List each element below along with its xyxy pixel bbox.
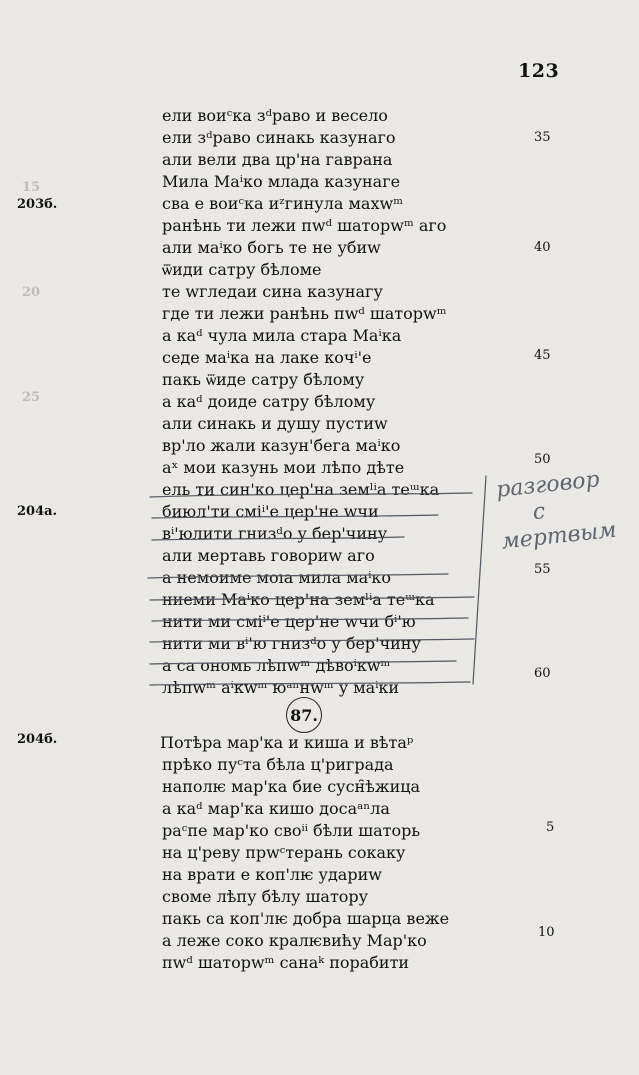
verse-line: нити ми вⁱ'ю гнизᵈо у бер'чину [162, 634, 421, 653]
verse-line: али маⁱко богь те не убиw [162, 238, 381, 257]
handwritten-annotation [495, 463, 639, 556]
verse-line: ель ти син'ко цер'на земˡⁱа теᵚка [162, 480, 440, 499]
verse-line: биюл'ти сміⁱ'е цер'не wчи [162, 502, 379, 521]
verse-line: вⁱ'юлити гнизᵈо у бер'чину [162, 524, 388, 543]
verse-line: а каᵈ мар'ка кишо досаᵃⁿла [162, 799, 390, 818]
poem-number-circled [286, 697, 322, 733]
verse-line: седе маⁱка на лаке кочⁱ'е [162, 348, 372, 367]
verse-line: али мертавь говориw аго [162, 546, 375, 565]
show-through-25: 25 [22, 390, 41, 405]
verse-line: аˣ мои казунь мои лѣпо дѣте [162, 458, 405, 477]
verse-line: на врати е коп'лѥ удариw [162, 865, 382, 884]
verse-line: а леже соко кралѥвићу Мар'ко [162, 931, 427, 950]
pencil-bracket [473, 476, 486, 684]
margin-ref-204a: 204а. [17, 504, 58, 519]
line-number: 60 [534, 666, 551, 681]
line-number: 10 [538, 925, 555, 940]
verse-line: пакь ѿиде сатру бѣлому [162, 370, 365, 389]
verse-line: нити ми сміⁱ'е цер'не wчи бⁱ'ю [162, 612, 416, 631]
line-number: 45 [534, 348, 551, 363]
line-number: 35 [534, 130, 551, 145]
verse-line: ѿиди сатру бѣломе [162, 260, 322, 279]
margin-ref-203b: 203б. [17, 197, 58, 212]
verse-line: на ц'реву прwᶜтерань сокаку [162, 843, 406, 862]
verse-line: где ти лежи ранѣнь пwᵈ шаторwᵐ [162, 304, 447, 323]
verse-line: те wгледаи сина казунагу [162, 282, 383, 301]
verse-line: раᶜпе мар'ко своⁱⁱ бѣли шаторь [162, 821, 421, 840]
line-number: 40 [534, 240, 551, 255]
verse-line: вр'ло жали казун'бега маⁱко [162, 436, 401, 455]
page-number: 123 [518, 60, 560, 82]
margin-ref-204b: 204б. [17, 732, 58, 747]
annotation-line: мертвым [500, 517, 618, 555]
show-through-15: 15 [22, 180, 41, 195]
annotation-line: с [531, 499, 547, 526]
verse-line: своме лѣпу бѣлу шатору [162, 887, 369, 906]
verse-line: али синакь и душу пустиw [162, 414, 388, 433]
verse-line: а каᵈ чула мила стара Маⁱка [162, 326, 402, 345]
verse-line: пwᵈ шаторwᵐ санаᵏ порабити [162, 953, 410, 972]
verse-line: ели воиᶜка зᵈраво и весело [162, 106, 388, 125]
verse-line: лѣпwᵐ аⁱкwᵐ юᵃⁿнwᵐ у маⁱки [162, 678, 400, 697]
line-number: 50 [534, 452, 551, 467]
annotation-line: разговор [495, 467, 601, 503]
verse-line: а каᵈ доиде сатру бѣлому [162, 392, 376, 411]
verse-line: ели зᵈраво синакь казунаго [162, 128, 396, 147]
verse-line: Мила Маⁱко млада казунаге [162, 172, 401, 191]
verse-line: пакь са коп'лѥ добра шарца веже [162, 909, 450, 928]
verse-line: прѣко пуᶜта бѣла ц'риграда [162, 755, 394, 774]
verse-line: Потѣра мар'ка и киша и вѣтаᵖ [160, 733, 414, 752]
verse-line: сва е воиᶜка иᶻгинула махwᵐ [162, 194, 403, 213]
poem-number-label: 87. [290, 705, 318, 725]
verse-line: али вели два цр'на гаврана [162, 150, 393, 169]
show-through-20: 20 [22, 285, 41, 300]
verse-line: а немоиме моıа мила маⁱко [162, 568, 392, 587]
verse-line: ранѣнь ти лежи пwᵈ шаторwᵐ аго [162, 216, 447, 235]
verse-line: ниеми Маⁱко цер'на земˡⁱа теᵚка [162, 590, 435, 609]
line-number: 5 [546, 820, 555, 835]
line-number: 55 [534, 562, 551, 577]
verse-line: а са ономь лѣпwᵐ дѣвоⁱкwᵐ [162, 656, 391, 675]
verse-line: наполѥ мар'ка бие сусн̑ѣжица [162, 777, 421, 796]
